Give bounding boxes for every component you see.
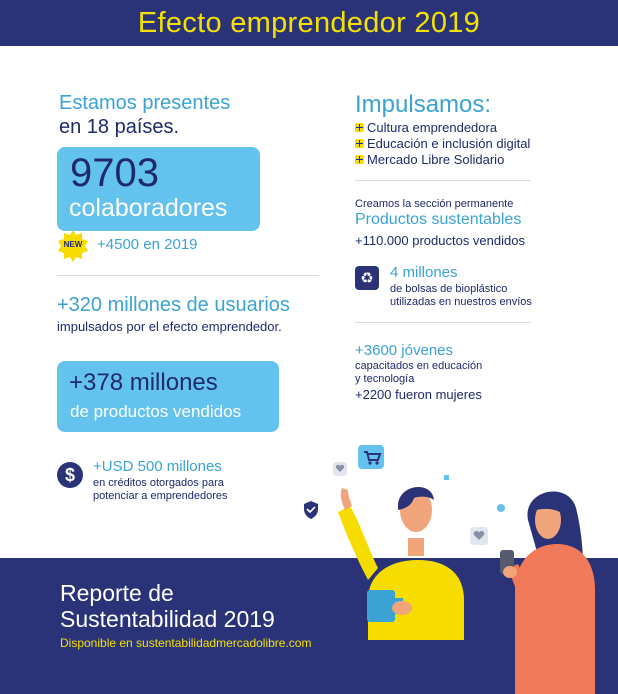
dollar-icon: $ — [57, 462, 83, 488]
recycle-icon: ♻ — [355, 266, 379, 290]
divider — [355, 322, 531, 323]
divider — [355, 180, 531, 181]
bags-subtitle-line2: utilizadas en nuestros envíos — [390, 296, 532, 308]
impulsamos-item — [355, 152, 530, 168]
credit-subtitle-line2: potenciar a emprendedores — [93, 490, 228, 502]
credit-title: +USD 500 millones — [93, 458, 222, 475]
users-subtitle: impulsados por el efecto emprendedor. — [57, 319, 282, 334]
impulsamos-title: Impulsamos: — [355, 91, 492, 118]
heart-icon — [333, 462, 347, 476]
presence-line2: en 18 países. — [59, 116, 180, 138]
impulsamos-item-label: Cultura emprendedora — [367, 120, 498, 135]
new-badge — [56, 229, 90, 263]
heart-icon — [470, 527, 488, 545]
products-number: +378 millones — [69, 369, 218, 396]
impulsamos-list — [355, 120, 530, 168]
collaborators-box — [57, 147, 260, 231]
section-intro: Creamos la sección permanente — [355, 198, 514, 210]
report-title-line2: Sustentabilidad 2019 — [60, 606, 275, 632]
people-illustration — [290, 440, 618, 694]
products-label: de productos vendidos — [70, 402, 242, 421]
section-name: Productos sustentables — [355, 211, 522, 228]
impulsamos-item — [355, 120, 530, 136]
section-sold: +110.000 productos vendidos — [355, 233, 525, 248]
header-bar — [0, 0, 618, 46]
new-badge-label: NEW — [63, 240, 83, 249]
presence-line1: Estamos presentes — [59, 92, 231, 114]
cart-dot-icon — [497, 504, 505, 512]
report-availability: Disponible en sustentabilidadmercadolibre.com — [60, 636, 312, 650]
users-title: +320 millones de usuarios — [57, 294, 290, 316]
impulsamos-item-label: Mercado Libre Solidario — [367, 152, 505, 167]
bags-title: 4 millones — [390, 264, 458, 281]
new-collaborators-count: +4500 en 2019 — [97, 236, 198, 253]
impulsamos-item-label: Educación e inclusión digital — [367, 136, 531, 151]
shield-check-icon — [304, 501, 318, 519]
report-title-line1: Reporte de — [60, 580, 174, 606]
divider — [57, 275, 319, 276]
plus-icon — [355, 123, 364, 132]
page-title: Efecto emprendedor 2019 — [137, 6, 481, 39]
youth-women: +2200 fueron mujeres — [355, 387, 482, 402]
products-box — [57, 361, 279, 432]
bags-subtitle-line1: de bolsas de bioplástico — [390, 283, 508, 295]
plus-icon — [355, 155, 364, 164]
youth-subtitle-line2: y tecnología — [355, 373, 415, 385]
credit-subtitle-line1: en créditos otorgados para — [93, 477, 224, 489]
collaborators-number: 9703 — [70, 151, 159, 195]
cart-icon — [358, 445, 384, 469]
sparkle-icon — [444, 475, 449, 480]
youth-subtitle-line1: capacitados en educación — [355, 360, 483, 372]
youth-title: +3600 jóvenes — [355, 342, 453, 359]
collaborators-label: colaboradores — [69, 194, 228, 222]
plus-icon — [355, 139, 364, 148]
impulsamos-item — [355, 136, 530, 152]
